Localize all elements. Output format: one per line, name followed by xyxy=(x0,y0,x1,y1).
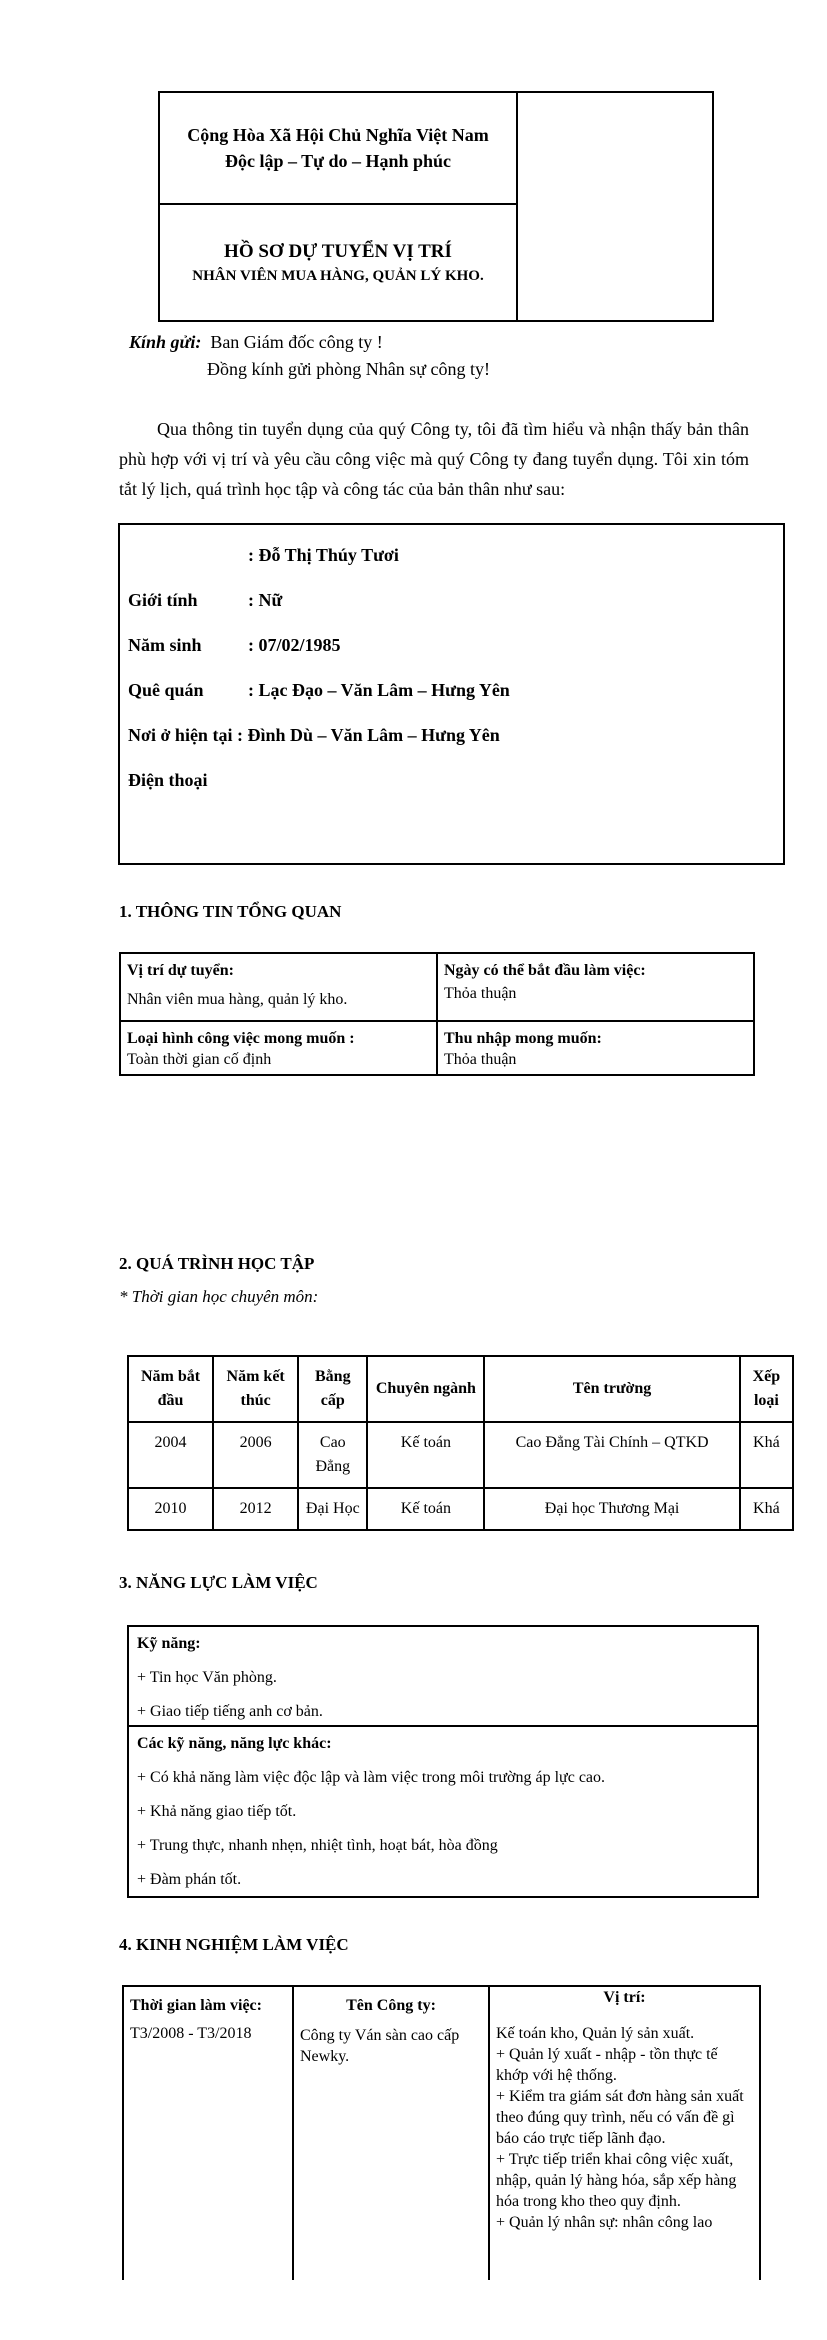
motto: Độc lập – Tự do – Hạnh phúc xyxy=(224,151,452,171)
header-time: Thời gian làm việc: xyxy=(130,1997,262,2014)
position-column xyxy=(490,1987,759,2280)
education-note: * Thời gian học chuyên môn: xyxy=(119,1287,319,1306)
dob-value: : 07/02/1985 xyxy=(248,635,341,655)
cell-school: Đại học Thương Mại xyxy=(484,1488,739,1530)
other-skill-item: + Có khả năng làm việc độc lập và làm việc trong môi trường áp lực cao. xyxy=(137,1769,606,1786)
skill-item: + Tin học Văn phòng. xyxy=(137,1669,277,1686)
header-school: Tên trường xyxy=(484,1356,739,1422)
cell-end-year: 2006 xyxy=(213,1422,298,1488)
other-skill-item: + Khả năng giao tiếp tốt. xyxy=(137,1803,297,1820)
header-grade: Xếp loại xyxy=(740,1356,793,1422)
gender-label: Giới tính xyxy=(128,590,198,610)
cell-grade: Khá xyxy=(740,1488,793,1530)
residence-row xyxy=(128,725,500,746)
company-value: Công ty Ván sàn cao cấp Newky. xyxy=(300,2027,460,2065)
cell-degree: Đại Học xyxy=(298,1488,367,1530)
cell-major: Kế toán xyxy=(367,1422,484,1488)
table-row xyxy=(120,1021,754,1075)
table-row xyxy=(128,1422,793,1488)
residence-value: : Đình Dù – Văn Lâm – Hưng Yên xyxy=(236,725,500,745)
name-value: : Đỗ Thị Thúy Tươi xyxy=(248,545,399,565)
job-type-cell xyxy=(120,1021,437,1075)
header-position: Vị trí: xyxy=(603,1989,646,2006)
national-title-cell xyxy=(160,93,516,205)
dob-label: Năm sinh xyxy=(128,635,202,655)
start-date-value: Thỏa thuận xyxy=(444,985,517,1002)
overview-table xyxy=(119,952,755,1076)
position-line: Kế toán kho, Quản lý sản xuất. xyxy=(496,2025,695,2042)
greeting-line-1: Ban Giám đốc công ty ! xyxy=(210,332,383,352)
section-3-title: 3. NĂNG LỰC LÀM VIỆC xyxy=(119,1573,318,1592)
time-column xyxy=(124,1987,294,2280)
header-major: Chuyên ngành xyxy=(367,1356,484,1422)
cell-degree: Cao Đẳng xyxy=(298,1422,367,1488)
residence-label: Nơi ở hiện tại xyxy=(128,725,233,745)
start-date-cell xyxy=(437,953,754,1021)
position-value: Nhân viên mua hàng, quản lý kho. xyxy=(127,991,348,1008)
job-type-label: Loại hình công việc mong muốn : xyxy=(127,1030,355,1047)
intro-paragraph: Qua thông tin tuyển dụng của quý Công ty, tôi đã tìm hiểu và nhận thấy bản thân phù hợp với vị trí và yêu cầu công việc mà quý Công ty đang tuyển dụng. Tôi xin tóm tắt lý lịch, quá trình học tập và công tác của bản thân như sau: xyxy=(119,419,749,499)
document-header-table xyxy=(158,91,714,322)
greeting xyxy=(129,332,383,353)
personal-info-box xyxy=(118,523,785,865)
document-subtitle: NHÂN VIÊN MUA HÀNG, QUẢN LÝ KHO. xyxy=(192,267,484,284)
position-line: + Kiểm tra giám sát đơn hàng sản xuất theo đúng quy trình, nếu có vấn đề gì báo cáo trực tiếp lãnh đạo. xyxy=(496,2088,744,2147)
cell-major: Kế toán xyxy=(367,1488,484,1530)
start-date-label: Ngày có thể bắt đầu làm việc: xyxy=(444,962,646,979)
time-value: T3/2008 - T3/2018 xyxy=(130,2025,252,2042)
skill-item: + Giao tiếp tiếng anh cơ bản. xyxy=(137,1703,323,1720)
position-line: + Quản lý nhân sự: nhân công lao xyxy=(496,2214,713,2231)
gender-row xyxy=(128,590,282,611)
divider xyxy=(129,1725,757,1727)
other-skills-label: Các kỹ năng, năng lực khác: xyxy=(137,1735,332,1752)
table-row xyxy=(120,953,754,1021)
education-table xyxy=(127,1355,794,1531)
table-row xyxy=(128,1488,793,1530)
phone-row xyxy=(128,770,248,791)
other-skill-item: + Đàm phán tốt. xyxy=(137,1871,242,1888)
skills-box xyxy=(127,1625,759,1898)
header-end-year: Năm kết thúc xyxy=(213,1356,298,1422)
section-2-title: 2. QUÁ TRÌNH HỌC TẬP xyxy=(119,1254,315,1273)
greeting-line-2: Đồng kính gửi phòng Nhân sự công ty! xyxy=(207,359,490,379)
cell-grade: Khá xyxy=(740,1422,793,1488)
document-title-cell xyxy=(160,205,516,320)
company-column xyxy=(294,1987,490,2280)
name-row xyxy=(128,545,399,566)
experience-table xyxy=(122,1985,761,2280)
cell-end-year: 2012 xyxy=(213,1488,298,1530)
dob-row xyxy=(128,635,341,656)
phone-label: Điện thoại xyxy=(128,770,208,790)
document-title: HỒ SƠ DỰ TUYỂN VỊ TRÍ xyxy=(224,240,452,262)
position-line: + Quản lý xuất - nhập - tồn thực tế khớp với hệ thống. xyxy=(496,2046,718,2084)
header-degree: Bằng cấp xyxy=(298,1356,367,1422)
other-skill-item: + Trung thực, nhanh nhẹn, nhiệt tình, hoạt bát, hòa đồng xyxy=(137,1837,498,1854)
photo-placeholder xyxy=(518,93,712,320)
table-header-row xyxy=(128,1356,793,1422)
header-left-cell xyxy=(160,93,518,320)
greeting-label: Kính gửi: xyxy=(129,332,202,352)
position-cell xyxy=(120,953,437,1021)
section-1-title: 1. THÔNG TIN TỔNG QUAN xyxy=(119,902,342,921)
position-details xyxy=(490,2007,759,2233)
hometown-label: Quê quán xyxy=(128,680,204,700)
header-start-year: Năm bắt đầu xyxy=(128,1356,213,1422)
income-value: Thỏa thuận xyxy=(444,1051,517,1068)
position-line: + Trực tiếp triển khai công việc xuất, nhập, quản lý hàng hóa, sắp xếp hàng hóa trong kho theo quy định. xyxy=(496,2151,737,2210)
hometown-row xyxy=(128,680,510,701)
cell-start-year: 2010 xyxy=(128,1488,213,1530)
country-line: Cộng Hòa Xã Hội Chủ Nghĩa Việt Nam xyxy=(187,125,489,145)
cell-start-year: 2004 xyxy=(128,1422,213,1488)
position-label: Vị trí dự tuyển: xyxy=(127,962,234,979)
header-company: Tên Công ty: xyxy=(346,1997,436,2014)
job-type-value: Toàn thời gian cố định xyxy=(127,1051,272,1068)
cell-school: Cao Đẳng Tài Chính – QTKD xyxy=(484,1422,739,1488)
income-label: Thu nhập mong muốn: xyxy=(444,1030,602,1047)
income-cell xyxy=(437,1021,754,1075)
section-4-title: 4. KINH NGHIỆM LÀM VIỆC xyxy=(119,1935,349,1954)
skills-label: Kỹ năng: xyxy=(137,1635,201,1652)
gender-value: : Nữ xyxy=(248,590,283,610)
hometown-value: : Lạc Đạo – Văn Lâm – Hưng Yên xyxy=(248,680,510,700)
